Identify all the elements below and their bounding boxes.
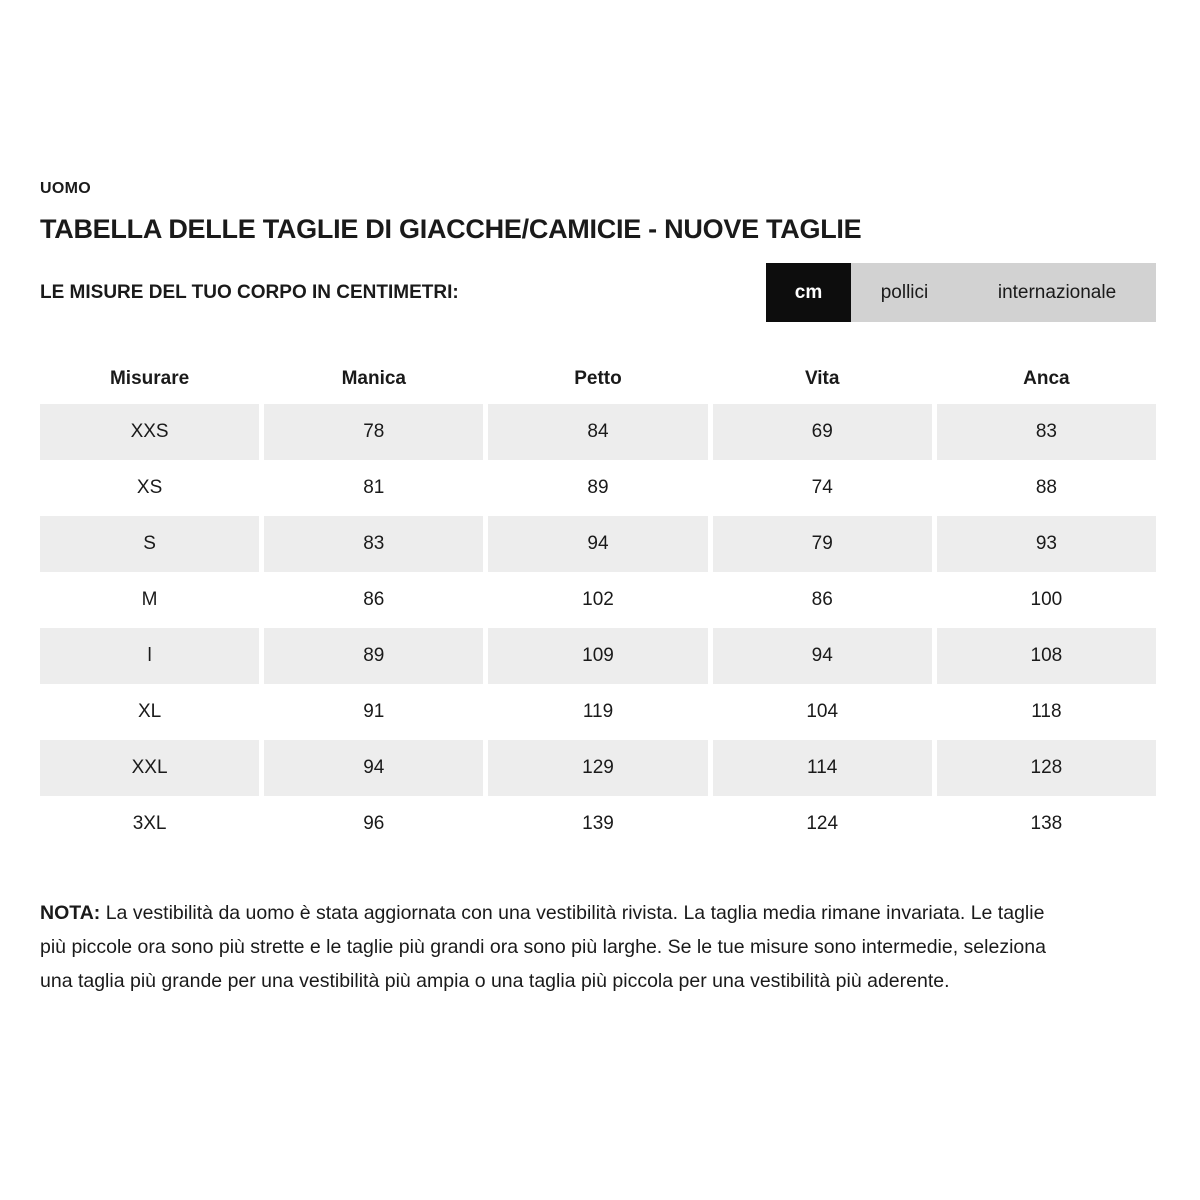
tab-cm[interactable]: cm (766, 263, 851, 322)
size-label: XXL (40, 740, 259, 796)
column-header-misurare: Misurare (109, 368, 190, 389)
value-petto: 102 (582, 589, 614, 610)
value-manica: 83 (264, 516, 483, 572)
value-vita: 104 (806, 701, 839, 722)
table-row (40, 684, 1156, 740)
value-anca: 108 (937, 628, 1156, 684)
value-manica: 78 (264, 404, 483, 460)
value-manica: 81 (363, 477, 385, 498)
value-petto: 84 (488, 404, 707, 460)
value-manica: 86 (363, 589, 385, 610)
tab-pollici[interactable]: pollici (851, 263, 958, 322)
table-row (40, 628, 1156, 684)
size-label: 3XL (132, 813, 167, 834)
value-anca: 128 (937, 740, 1156, 796)
size-label: l (40, 628, 259, 684)
value-petto: 89 (587, 477, 609, 498)
value-anca: 138 (1030, 813, 1063, 834)
value-vita: 124 (806, 813, 839, 834)
size-label: XXS (40, 404, 259, 460)
table-row (40, 740, 1156, 796)
value-manica: 91 (363, 701, 385, 722)
value-petto: 94 (488, 516, 707, 572)
note-label: NOTA: (40, 902, 101, 924)
category-label: UOMO (40, 180, 92, 197)
column-header-petto: Petto (574, 368, 622, 389)
value-vita: 114 (713, 740, 932, 796)
size-label: XS (136, 477, 163, 498)
value-manica: 96 (363, 813, 385, 834)
table-row (40, 460, 1156, 516)
table-row (40, 404, 1156, 460)
column-header-vita: Vita (804, 368, 840, 389)
value-manica: 89 (264, 628, 483, 684)
subheader-row (40, 263, 1156, 322)
size-label: M (141, 589, 158, 610)
tab-internazionale[interactable]: internazionale (958, 263, 1156, 322)
table-header-row (40, 354, 1156, 404)
value-petto: 109 (488, 628, 707, 684)
table-row (40, 796, 1156, 852)
value-petto: 129 (488, 740, 707, 796)
table-row (40, 572, 1156, 628)
value-anca: 118 (1031, 701, 1062, 722)
value-vita: 74 (811, 477, 833, 498)
value-vita: 86 (811, 589, 833, 610)
fit-note (40, 896, 1050, 998)
column-header-manica: Manica (341, 368, 406, 389)
value-anca: 83 (937, 404, 1156, 460)
page-title: TABELLA DELLE TAGLIE DI GIACCHE/CAMICIE - NUOVE TAGLIE (40, 214, 862, 244)
size-table (40, 354, 1156, 852)
size-label: S (40, 516, 259, 572)
unit-tab-group (766, 263, 1156, 322)
table-row (40, 516, 1156, 572)
value-vita: 79 (713, 516, 932, 572)
value-anca: 100 (1030, 589, 1063, 610)
value-petto: 139 (582, 813, 614, 834)
value-manica: 94 (264, 740, 483, 796)
column-header-anca: Anca (1023, 368, 1070, 389)
value-petto: 119 (582, 701, 614, 722)
note-text: La vestibilità da uomo è stata aggiornata con una vestibilità rivista. La taglia media rimane invariata. Le taglie più piccole ora sono più strette e le taglie più grandi ora sono più larghe. Se le tue misure sono intermedie, seleziona una taglia più grande per una vestibilità più ampia o una taglia più piccola per una vestibilità più aderente. (40, 902, 1046, 992)
value-vita: 94 (713, 628, 932, 684)
value-anca: 88 (1035, 477, 1057, 498)
value-vita: 69 (713, 404, 932, 460)
measure-units-label: LE MISURE DEL TUO CORPO IN CENTIMETRI: (40, 281, 459, 303)
size-label: XL (137, 701, 162, 722)
value-anca: 93 (937, 516, 1156, 572)
